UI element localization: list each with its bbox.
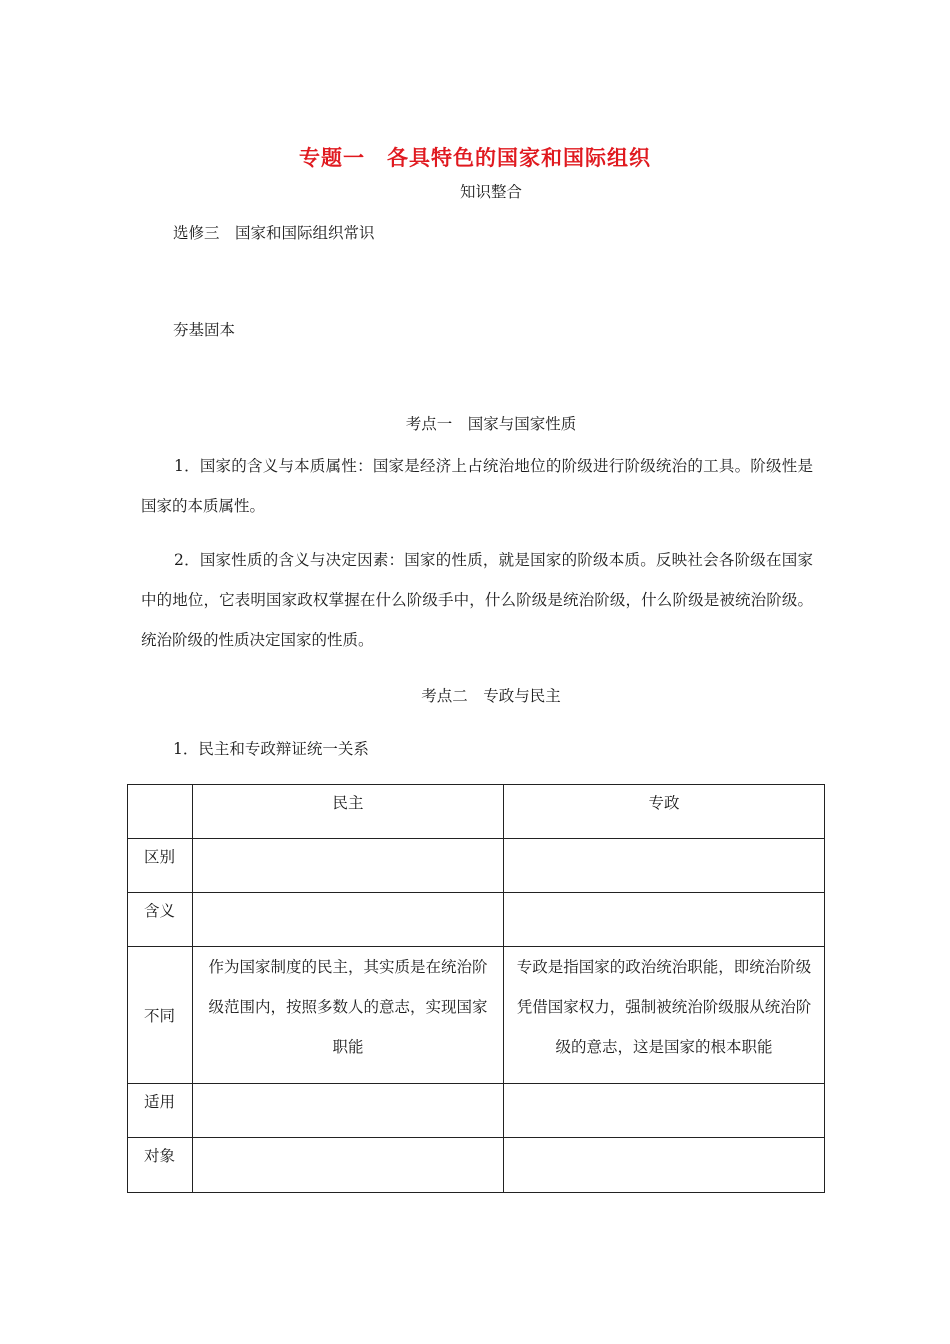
table-cell bbox=[504, 1138, 825, 1193]
row-label-meaning: 含义 bbox=[128, 893, 193, 947]
row-label-different: 不同 bbox=[128, 947, 193, 1084]
table-cell bbox=[193, 893, 504, 947]
table-cell bbox=[504, 839, 825, 893]
topic1-heading: 考点一 国家与国家性质 bbox=[405, 415, 577, 433]
table-row bbox=[128, 785, 825, 839]
comparison-table bbox=[127, 784, 825, 1193]
topic2-heading: 考点二 专政与民主 bbox=[421, 687, 561, 705]
democracy-meaning-cell: 作为国家制度的民主，其实质是在统治阶级范围内，按照多数人的意志，实现国家职能 bbox=[193, 947, 504, 1084]
section-label: 夯基固本 bbox=[173, 321, 236, 339]
table-header-democracy: 民主 bbox=[193, 785, 504, 839]
table-header-cell bbox=[128, 785, 193, 839]
row-label-applicable: 适用 bbox=[128, 1084, 193, 1138]
table-row bbox=[128, 1138, 825, 1193]
table-row bbox=[128, 947, 825, 1084]
topic1-paragraph-1: 1．国家的含义与本质属性：国家是经济上占统治地位的阶级进行阶级统治的工具。阶级性是国家的本质属性。 bbox=[141, 457, 813, 515]
table-row bbox=[128, 839, 825, 893]
table-header-dictatorship: 专政 bbox=[504, 785, 825, 839]
row-label-object: 对象 bbox=[128, 1138, 193, 1193]
row-label-difference: 区别 bbox=[128, 839, 193, 893]
table-row bbox=[128, 893, 825, 947]
table-cell bbox=[504, 1084, 825, 1138]
module-heading: 选修三 国家和国际组织常识 bbox=[173, 224, 375, 242]
topic2-paragraph-1: 1．民主和专政辩证统一关系 bbox=[173, 740, 369, 758]
table-row bbox=[128, 1084, 825, 1138]
table-cell bbox=[193, 839, 504, 893]
table-cell bbox=[193, 1138, 504, 1193]
document-subtitle: 知识整合 bbox=[459, 183, 522, 201]
document-title: 专题一 各具特色的国家和国际组织 bbox=[299, 146, 651, 170]
table-cell bbox=[504, 893, 825, 947]
table-cell bbox=[193, 1084, 504, 1138]
dictatorship-meaning-cell: 专政是指国家的政治统治职能，即统治阶级凭借国家权力，强制被统治阶级服从统治阶级的意志，这是国家的根本职能 bbox=[504, 947, 825, 1084]
topic1-paragraph-2: 2．国家性质的含义与决定因素：国家的性质，就是国家的阶级本质。反映社会各阶级在国家中的地位，它表明国家政权掌握在什么阶级手中，什么阶级是统治阶级，什么阶级是被统治阶级。统治阶级的性质决定国家的性质。 bbox=[141, 551, 813, 649]
